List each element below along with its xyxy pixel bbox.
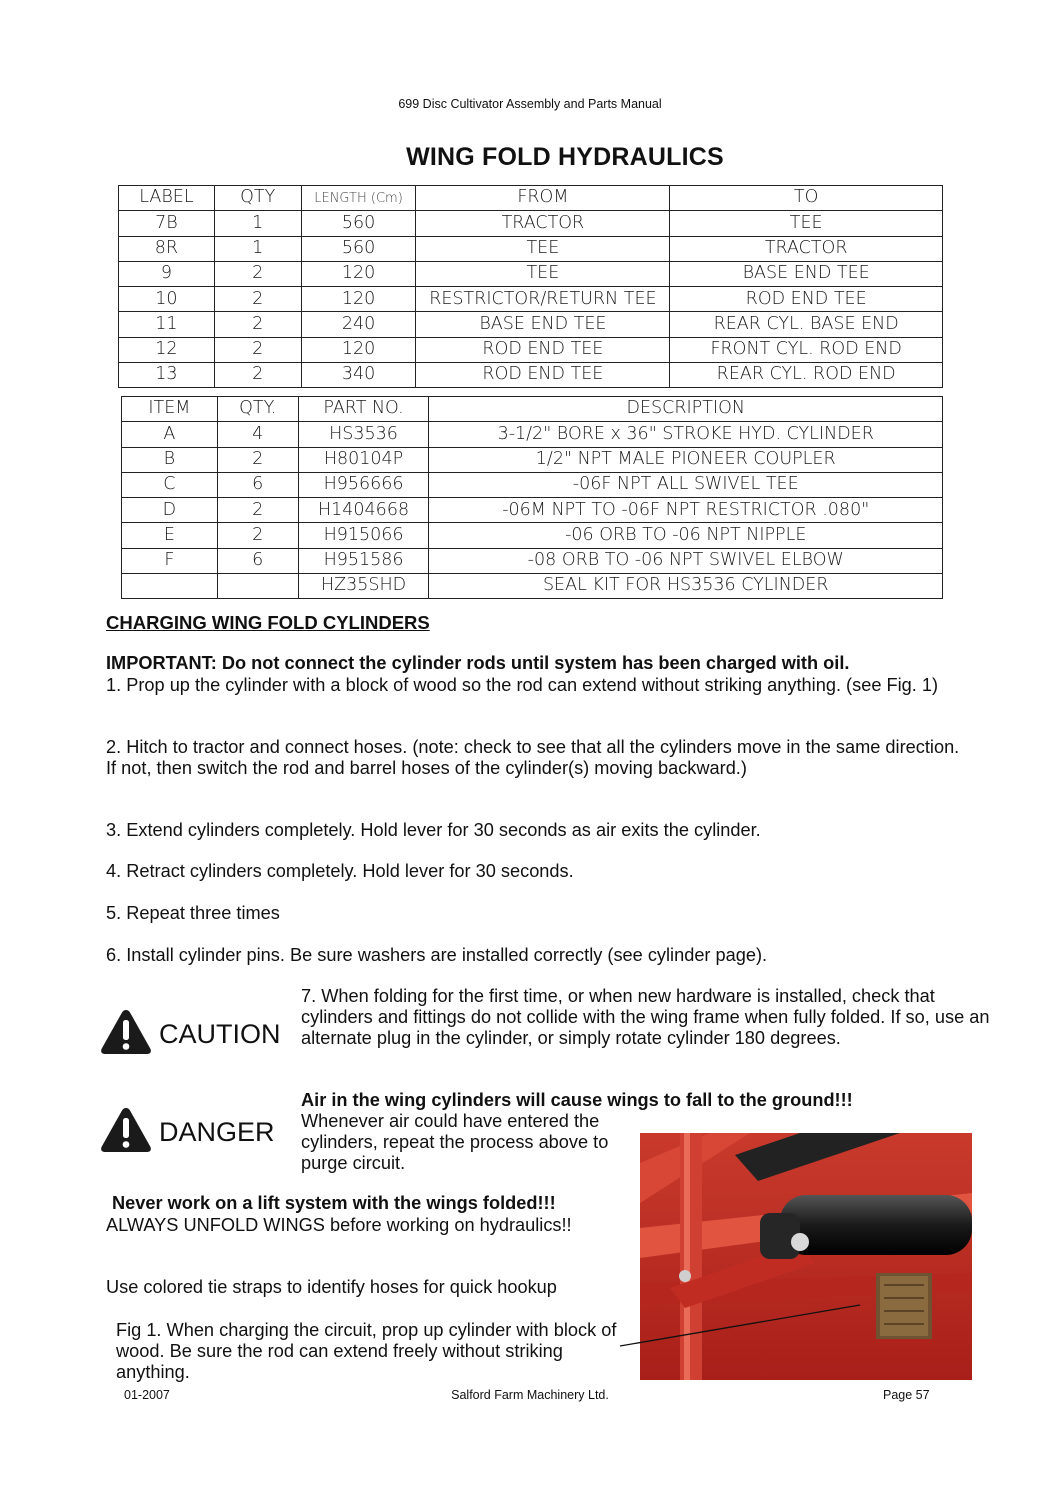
table-cell: 1/2" NPT MALE PIONEER COUPLER [429,447,943,472]
hose-table [118,185,943,388]
table-header-row [119,186,943,211]
table-cell: 120 [301,261,416,286]
table-cell: E [122,523,218,548]
table-cell: 3-1/2" BORE x 36" STROKE HYD. CYLINDER [429,422,943,447]
table-cell: 240 [301,312,416,337]
air-warning: Air in the wing cylinders will cause wings to fall to the ground!!! [301,1090,853,1110]
table-row [119,312,943,337]
table-cell: HZ35SHD [298,574,429,599]
table-row [122,472,943,497]
never-warning: Never work on a lift system with the wings folded!!! [112,1193,556,1213]
warning-triangle-icon [99,1105,153,1160]
table-row [122,447,943,472]
table-cell: -06F NPT ALL SWIVEL TEE [429,472,943,497]
parts-table [121,396,943,599]
table-header-cell: TO [670,186,943,211]
table-header-cell: QTY [214,186,301,211]
table-header-row [122,397,943,422]
table-cell: 1 [214,211,301,236]
table-cell: 120 [301,337,416,362]
table-cell: REAR CYL. ROD END [670,363,943,388]
danger-label: DANGER [159,1117,275,1147]
table-cell: REAR CYL. BASE END [670,312,943,337]
table-header-cell: FROM [416,186,670,211]
unfold-note: ALWAYS UNFOLD WINGS before working on hydraulics!! [106,1215,572,1235]
table-header-cell: PART NO. [298,397,429,422]
footer-company: Salford Farm Machinery Ltd. [451,1388,609,1402]
table-cell: -08 ORB TO -06 NPT SWIVEL ELBOW [429,548,943,573]
table-row [119,236,943,261]
tie-straps-note: Use colored tie straps to identify hoses for quick hookup [106,1277,557,1297]
table-cell: F [122,548,218,573]
purge-note: Whenever air could have entered the cylinders, repeat the process above to purge circuit. [301,1111,609,1173]
table-cell: A [122,422,218,447]
table-cell: HS3536 [298,422,429,447]
step-6: 6. Install cylinder pins. Be sure washers are installed correctly (see cylinder page). [106,945,768,965]
step-1: 1. Prop up the cylinder with a block of wood so the rod can extend without striking anything. (see Fig. 1) [106,675,939,695]
table-cell: 340 [301,363,416,388]
table-row [119,261,943,286]
caution-sign [99,1007,281,1062]
table-cell: TEE [416,236,670,261]
table-cell: B [122,447,218,472]
table-cell: -06M NPT TO -06F NPT RESTRICTOR .080" [429,498,943,523]
table-cell: H1404668 [298,498,429,523]
table-row [122,548,943,573]
table-cell: 6 [217,472,298,497]
table-cell: TEE [416,261,670,286]
table-row [122,498,943,523]
table-header-cell: LABEL [119,186,215,211]
table-row [122,574,943,599]
table-cell: 8R [119,236,215,261]
table-cell: 1 [214,236,301,261]
page-header: 699 Disc Cultivator Assembly and Parts Manual [398,97,662,111]
table-header-cell: ITEM [122,397,218,422]
table-cell: TRACTOR [670,236,943,261]
danger-sign [99,1105,275,1160]
figure-caption: Fig 1. When charging the circuit, prop up cylinder with block of wood. Be sure the rod can extend freely without striking anything. [116,1320,617,1382]
table-cell: 9 [119,261,215,286]
table-cell: BASE END TEE [670,261,943,286]
table-cell: H951586 [298,548,429,573]
step-7: 7. When folding for the first time, or when new hardware is installed, check that cylinders and fittings do not collide with the wing frame when fully folded. If so, use an alternate plug in the cylinder, or simply rotate cylinder 180 degrees. [301,986,990,1048]
table-cell: D [122,498,218,523]
table-cell: H80104P [298,447,429,472]
table-cell: 13 [119,363,215,388]
table-cell: TRACTOR [416,211,670,236]
table-cell: 2 [214,261,301,286]
table-cell: 7B [119,211,215,236]
cylinder-photo [640,1133,972,1380]
table-row [119,287,943,312]
table-row [119,363,943,388]
footer-page: Page 57 [883,1388,930,1402]
page-title: WING FOLD HYDRAULICS [406,143,724,171]
table-cell: TEE [670,211,943,236]
table-cell: 2 [217,523,298,548]
table-cell: BASE END TEE [416,312,670,337]
table-cell: 12 [119,337,215,362]
table-header-cell: DESCRIPTION [429,397,943,422]
warning-triangle-icon [99,1007,153,1062]
caution-label: CAUTION [159,1019,281,1049]
table-cell: H915066 [298,523,429,548]
table-cell: H956666 [298,472,429,497]
table-cell: -06 ORB TO -06 NPT NIPPLE [429,523,943,548]
important-note: IMPORTANT: Do not connect the cylinder rods until system has been charged with oil. [106,653,850,673]
table-row [119,337,943,362]
step-3: 3. Extend cylinders completely. Hold lever for 30 seconds as air exits the cylinder. [106,820,761,840]
table-cell: 2 [214,312,301,337]
table-cell: 11 [119,312,215,337]
table-cell: RESTRICTOR/RETURN TEE [416,287,670,312]
section-heading: CHARGING WING FOLD CYLINDERS [106,612,430,633]
step-5: 5. Repeat three times [106,903,280,923]
table-cell: 560 [301,236,416,261]
table-row [122,422,943,447]
table-cell: SEAL KIT FOR HS3536 CYLINDER [429,574,943,599]
step-4: 4. Retract cylinders completely. Hold lever for 30 seconds. [106,861,574,881]
table-row [119,211,943,236]
table-cell [122,574,218,599]
table-header-cell: LENGTH (Cm) [301,186,416,211]
table-cell: 6 [217,548,298,573]
table-cell: ROD END TEE [416,337,670,362]
table-cell: 560 [301,211,416,236]
table-cell: 2 [217,447,298,472]
table-cell: 2 [214,287,301,312]
step-2: 2. Hitch to tractor and connect hoses. (note: check to see that all the cylinders move in the same direction. If not, then switch the rod and barrel hoses of the cylinder(s) moving backward.) [106,737,960,778]
table-cell: 2 [214,363,301,388]
footer-date: 01-2007 [124,1388,170,1402]
table-row [122,523,943,548]
table-cell: ROD END TEE [670,287,943,312]
table-cell: 4 [217,422,298,447]
table-cell: 10 [119,287,215,312]
table-cell: ROD END TEE [416,363,670,388]
table-cell: 2 [214,337,301,362]
table-cell: C [122,472,218,497]
table-cell: 2 [217,498,298,523]
table-cell [217,574,298,599]
table-header-cell: QTY. [217,397,298,422]
table-cell: FRONT CYL. ROD END [670,337,943,362]
table-cell: 120 [301,287,416,312]
